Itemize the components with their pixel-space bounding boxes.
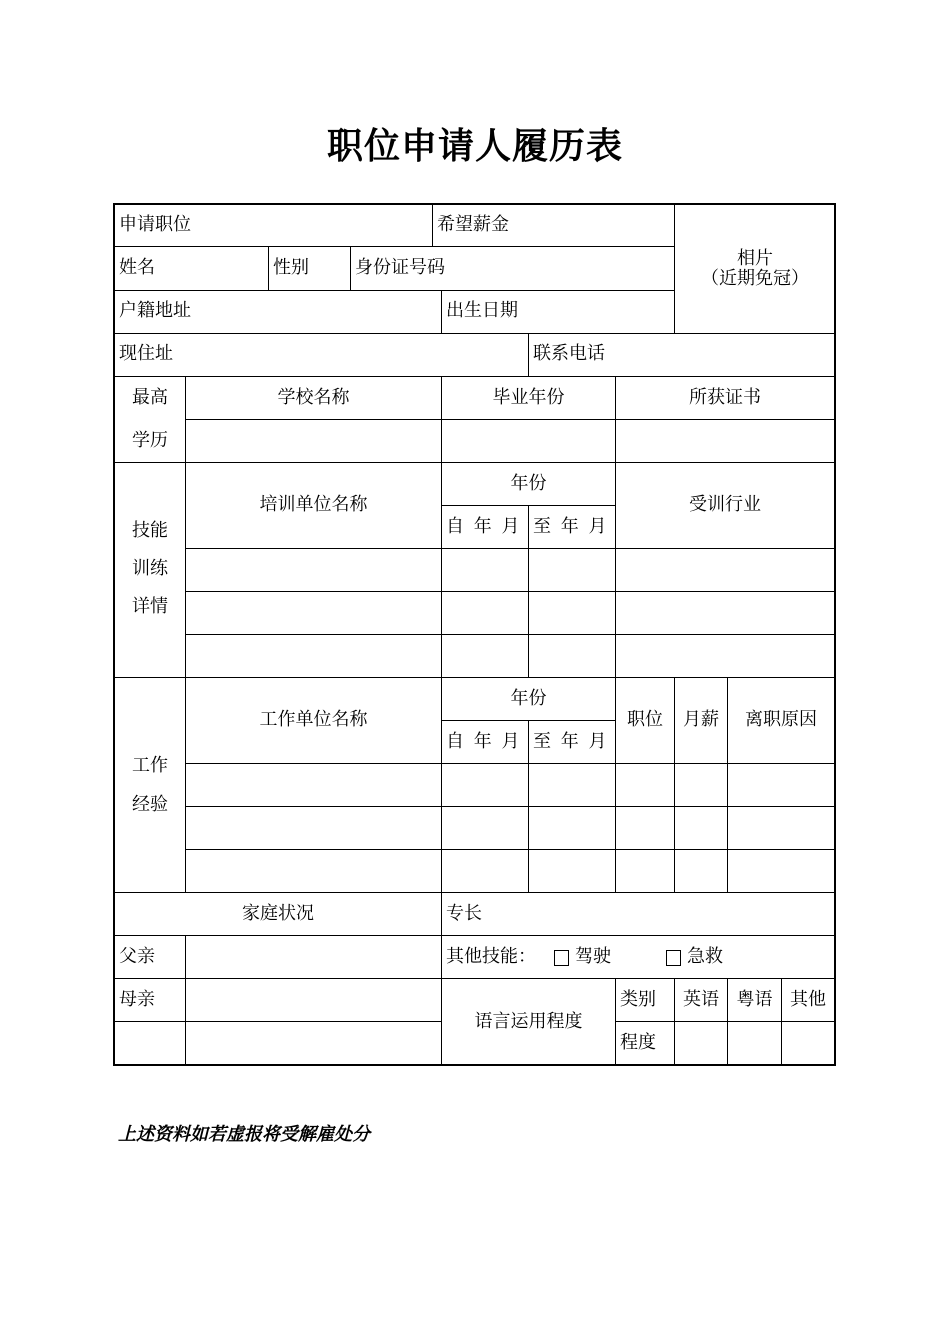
training-label: 训练 xyxy=(132,558,168,579)
label-other-skills: 其他技能： xyxy=(446,946,536,967)
label-phone: 联系电话 xyxy=(533,343,605,364)
grid-line xyxy=(528,333,529,376)
label-birth-date: 出生日期 xyxy=(446,300,518,321)
grid-line xyxy=(185,548,836,549)
header-work-position: 职位 xyxy=(627,709,663,730)
grid-line xyxy=(268,246,269,290)
grid-line xyxy=(113,1021,441,1022)
header-training-year: 年份 xyxy=(510,473,547,494)
label-category: 类别 xyxy=(620,989,656,1010)
language-title: 语言运用程度 xyxy=(474,1011,583,1032)
grid-line xyxy=(528,720,529,892)
label-father: 父亲 xyxy=(119,946,155,967)
header-work-to: 至 年 月 xyxy=(533,731,607,752)
grid-line xyxy=(113,333,836,334)
training-label: 详情 xyxy=(132,596,168,617)
first-aid-checkbox[interactable] xyxy=(666,950,681,966)
grid-line xyxy=(350,246,351,290)
work-label: 工作 xyxy=(132,755,168,776)
grid-line xyxy=(185,849,836,850)
header-certificate: 所获证书 xyxy=(689,387,761,408)
grid-line xyxy=(113,892,836,893)
header-work-unit: 工作单位名称 xyxy=(259,709,368,730)
grid-line xyxy=(185,634,836,635)
border-top xyxy=(113,203,836,205)
grid-line xyxy=(615,376,616,892)
header-training-unit: 培训单位名称 xyxy=(259,494,368,515)
header-work-from: 自 年 月 xyxy=(446,731,520,752)
label-name: 姓名 xyxy=(119,257,155,278)
header-grad-year: 毕业年份 xyxy=(492,387,565,408)
grid-line xyxy=(185,935,186,1065)
grid-line xyxy=(615,1021,836,1022)
grid-line xyxy=(113,246,675,247)
label-first-aid: 急救 xyxy=(687,946,723,967)
header-leave-reason: 离职原因 xyxy=(745,709,817,730)
header-work-year: 年份 xyxy=(510,688,547,709)
label-mother: 母亲 xyxy=(119,989,155,1010)
label-salary: 希望薪金 xyxy=(437,214,509,235)
header-training-to: 至 年 月 xyxy=(533,516,607,537)
header-training-from: 自 年 月 xyxy=(446,516,520,537)
grid-line xyxy=(528,505,529,677)
label-position: 申请职位 xyxy=(119,214,191,235)
photo-label: 相片 xyxy=(737,248,773,269)
lang-english: 英语 xyxy=(683,989,719,1010)
grid-line xyxy=(185,806,836,807)
lang-cantonese: 粤语 xyxy=(736,989,773,1010)
page-title: 职位申请人履历表 xyxy=(326,125,623,167)
label-id-number: 身份证号码 xyxy=(355,257,445,278)
label-driving: 驾驶 xyxy=(575,946,611,967)
disclaimer-note: 上述资料如若虚报将受解雇处分 xyxy=(118,1124,370,1145)
label-current-address: 现住址 xyxy=(119,343,173,364)
label-specialty: 专长 xyxy=(446,903,482,924)
grid-line xyxy=(185,591,836,592)
training-label: 技能 xyxy=(132,520,168,541)
lang-other: 其他 xyxy=(790,989,826,1010)
work-label: 经验 xyxy=(132,794,168,815)
driving-checkbox[interactable] xyxy=(554,950,569,966)
header-school: 学校名称 xyxy=(277,387,350,408)
education-label: 学历 xyxy=(132,430,168,451)
education-label: 最高 xyxy=(132,387,168,408)
grid-line xyxy=(185,419,836,420)
grid-line xyxy=(113,935,836,936)
grid-line xyxy=(432,203,433,246)
label-gender: 性别 xyxy=(273,257,309,278)
grid-line xyxy=(185,376,186,892)
grid-line xyxy=(113,290,675,291)
header-work-salary: 月薪 xyxy=(683,709,719,730)
grid-line xyxy=(615,978,616,1065)
label-level: 程度 xyxy=(620,1032,656,1053)
header-training-industry: 受训行业 xyxy=(689,494,761,515)
grid-line xyxy=(113,462,836,463)
grid-line xyxy=(113,376,836,377)
family-title: 家庭状况 xyxy=(242,903,314,924)
photo-note: （近期免冠） xyxy=(701,268,809,289)
label-household-address: 户籍地址 xyxy=(119,300,191,321)
grid-line xyxy=(441,290,442,333)
grid-line xyxy=(185,763,836,764)
